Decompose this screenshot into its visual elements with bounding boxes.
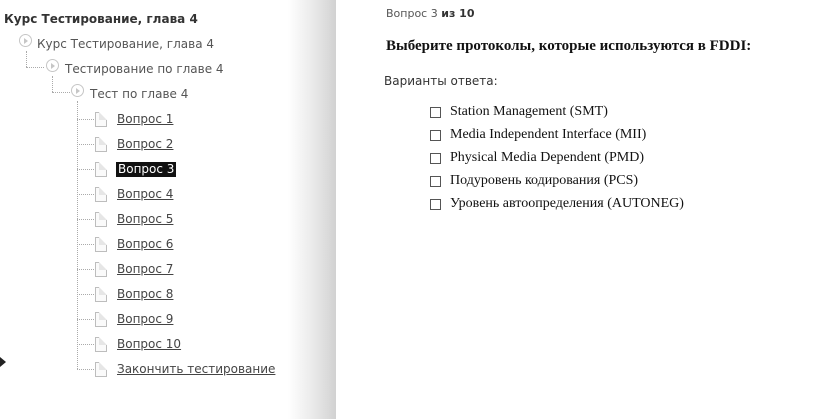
tree-connector [77, 219, 94, 220]
answer-label: Подуровень кодирования (PCS) [450, 173, 639, 188]
document-icon [95, 237, 107, 252]
answer-label: Уровень автоопределения (AUTONEG) [450, 196, 684, 211]
tree-connector [26, 67, 44, 68]
tree-connector [77, 119, 94, 120]
question-link[interactable]: Вопрос 8 [117, 287, 174, 301]
question-link[interactable]: Вопрос 3 [118, 162, 175, 176]
tree-connector [77, 269, 94, 270]
question-counter [386, 7, 474, 20]
document-icon [95, 312, 107, 327]
document-icon [95, 287, 107, 302]
answer-label: Media Independent Interface (MII) [450, 127, 647, 142]
answer-checkbox[interactable] [430, 199, 441, 210]
tree-connector [77, 344, 94, 345]
tree-connector [26, 51, 27, 67]
question-link[interactable]: Вопрос 7 [117, 262, 174, 276]
question-link[interactable]: Вопрос 1 [117, 112, 174, 126]
answer-checkbox[interactable] [430, 130, 441, 141]
document-icon [95, 262, 107, 277]
tree-node-test[interactable]: Тест по главе 4 [90, 87, 189, 101]
tree-connector [52, 92, 70, 93]
tree-connector [77, 101, 78, 369]
answer-label: Station Management (SMT) [450, 104, 608, 119]
tree-title: Курс Тестирование, глава 4 [4, 12, 198, 26]
play-icon[interactable] [71, 84, 84, 97]
question-text: Выберите протоколы, которые используются в FDDI: [386, 38, 752, 54]
tree-connector [77, 369, 94, 370]
answer-checkbox[interactable] [430, 153, 441, 164]
answer-checkbox[interactable] [430, 176, 441, 187]
finish-test-link[interactable]: Закончить тестирование [117, 362, 276, 376]
panel-shadow [288, 0, 336, 419]
tree-connector [77, 319, 94, 320]
tree-node-course[interactable]: Курс Тестирование, глава 4 [37, 37, 214, 51]
answer-label: Physical Media Dependent (PMD) [450, 150, 645, 165]
tree-connector [77, 169, 94, 170]
answer-checkbox[interactable] [430, 107, 441, 118]
tree-node-chapter[interactable]: Тестирование по главе 4 [65, 62, 224, 76]
question-link[interactable]: Вопрос 10 [117, 337, 182, 351]
question-link[interactable]: Вопрос 6 [117, 237, 174, 251]
tree-connector [77, 144, 94, 145]
tree-connector [77, 194, 94, 195]
question-link[interactable]: Вопрос 5 [117, 212, 174, 226]
question-counter-current: Вопрос 3 [386, 7, 438, 20]
document-icon [95, 362, 107, 377]
question-link[interactable]: Вопрос 4 [117, 187, 174, 201]
play-icon[interactable] [19, 34, 32, 47]
tree-connector [77, 294, 94, 295]
question-counter-total: из 10 [441, 7, 475, 20]
tree-connector [52, 76, 53, 92]
question-link[interactable]: Вопрос 9 [117, 312, 174, 326]
document-icon [95, 112, 107, 127]
course-tree-panel [0, 0, 336, 419]
tree-connector [77, 244, 94, 245]
document-icon [95, 337, 107, 352]
document-icon [95, 162, 107, 177]
document-icon [95, 212, 107, 227]
answers-label: Варианты ответа: [384, 74, 498, 88]
play-icon[interactable] [46, 59, 59, 72]
document-icon [95, 137, 107, 152]
question-link[interactable]: Вопрос 2 [117, 137, 174, 151]
document-icon [95, 187, 107, 202]
collapse-arrow-icon[interactable] [0, 357, 6, 367]
question-panel [344, 0, 824, 419]
